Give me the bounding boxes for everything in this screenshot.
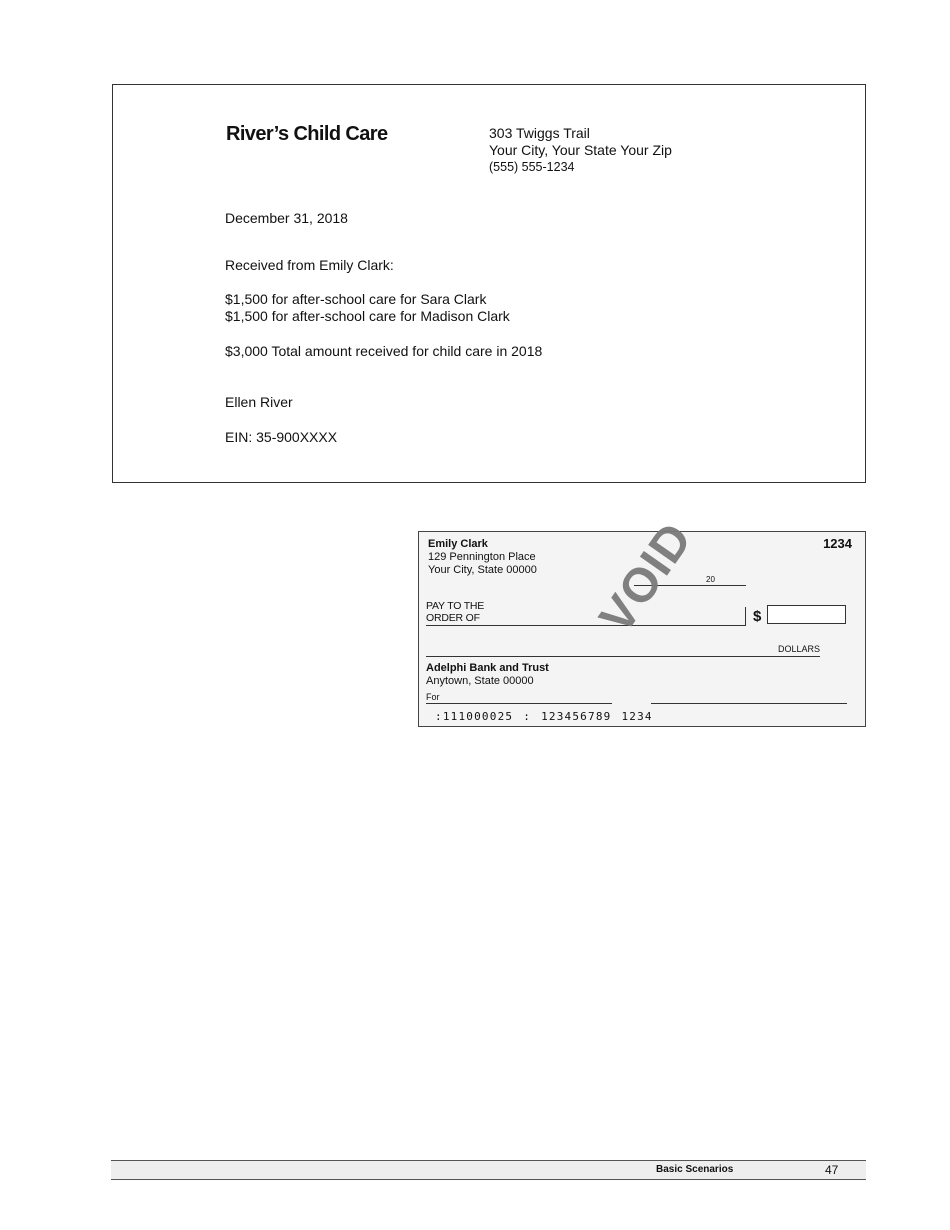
- address-line-2: Your City, Your State Your Zip: [489, 142, 672, 158]
- micr-account: 123456789: [541, 710, 612, 723]
- received-from: Received from Emily Clark:: [225, 257, 394, 273]
- payee-line-end: [745, 607, 746, 625]
- pay-to-label-line-1: PAY TO THE: [426, 600, 485, 612]
- voided-check: [418, 513, 866, 727]
- amount-box: [767, 605, 846, 624]
- memo-line: [426, 703, 612, 704]
- check-number: 1234: [823, 536, 852, 551]
- address-line-1: 303 Twiggs Trail: [489, 125, 590, 141]
- signature-line: [651, 703, 847, 704]
- receipt-total: $3,000 Total amount received for child care in 2018: [225, 343, 543, 359]
- provider-signature: Ellen River: [225, 394, 293, 410]
- footer-section-title: Basic Scenarios: [656, 1164, 734, 1175]
- page-number: 47: [825, 1163, 839, 1177]
- check-account-name: Emily Clark: [428, 538, 488, 550]
- void-stamp: VOID: [589, 513, 703, 643]
- micr-line: [435, 710, 663, 723]
- child-care-receipt: [112, 84, 866, 483]
- micr-separator: :: [523, 710, 532, 723]
- company-address: [489, 125, 672, 176]
- dollar-sign: $: [753, 608, 762, 625]
- company-name: River’s Child Care: [226, 123, 388, 145]
- written-amount-line: [426, 656, 820, 657]
- receipt-line-item: $1,500 for after-school care for Sara Clark: [225, 291, 487, 307]
- payee-line: [426, 625, 746, 626]
- company-phone: (555) 555-1234: [489, 160, 575, 174]
- memo-label: For: [426, 692, 440, 702]
- receipt-line-item: $1,500 for after-school care for Madison Clark: [225, 308, 510, 324]
- page-footer: [111, 1160, 866, 1180]
- check-address-line-1: 129 Pennington Place: [428, 551, 536, 563]
- pay-to-label: [426, 600, 484, 624]
- date-year-prefix: 20: [706, 575, 715, 584]
- check-address-line-2: Your City, State 00000: [428, 564, 537, 576]
- micr-routing: :111000025: [435, 710, 514, 723]
- micr-check-number: 1234: [621, 710, 653, 723]
- provider-ein: EIN: 35-900XXXX: [225, 429, 338, 445]
- receipt-date: December 31, 2018: [225, 210, 348, 226]
- bank-name: Adelphi Bank and Trust: [426, 662, 549, 674]
- bank-address: Anytown, State 00000: [426, 675, 534, 687]
- dollars-label: DOLLARS: [778, 644, 821, 654]
- pay-to-label-line-2: ORDER OF: [426, 612, 480, 624]
